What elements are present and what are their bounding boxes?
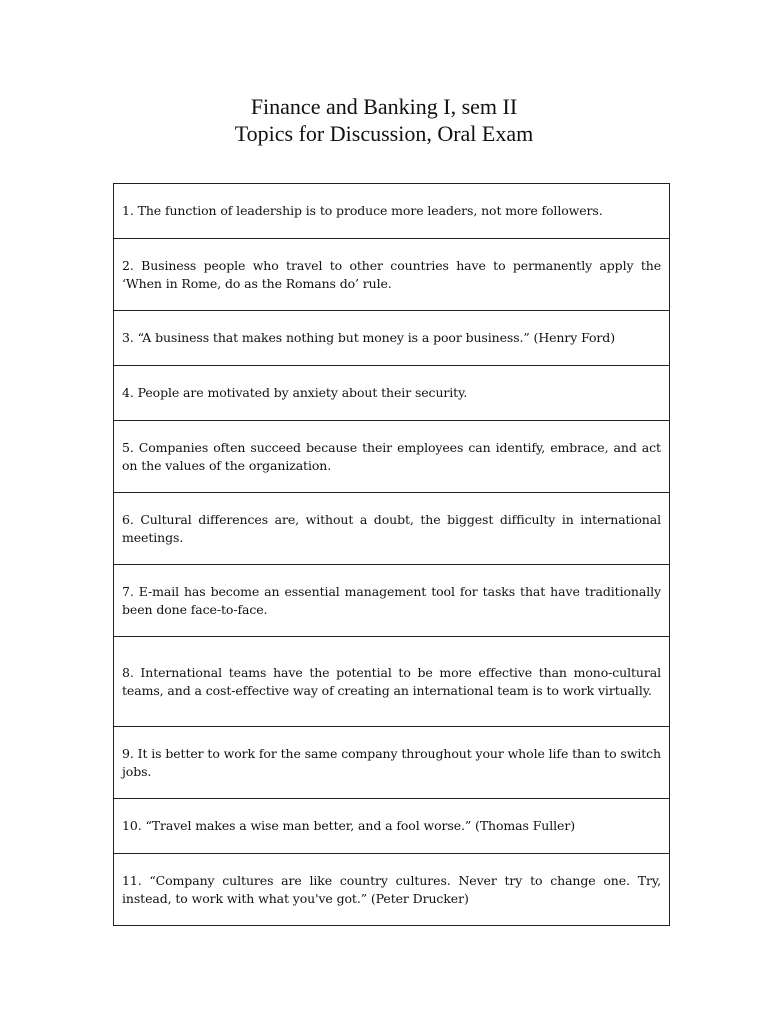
topic-cell: 8. International teams have the potential to be more effective than mono-cultural teams, and a cost-effective way of creating an international team is to work virtually. — [114, 637, 670, 727]
title-line-1: Finance and Banking I, sem II — [250, 94, 518, 119]
topic-cell: 9. It is better to work for the same company throughout your whole life than to switch jobs. — [114, 727, 670, 799]
table-row — [114, 854, 670, 926]
table-row — [114, 239, 670, 311]
table-row — [114, 311, 670, 366]
table-row — [114, 366, 670, 421]
page-title — [0, 93, 768, 147]
table-row — [114, 727, 670, 799]
topic-cell: 10. “Travel makes a wise man better, and a fool worse.” (Thomas Fuller) — [114, 799, 670, 854]
table-row — [114, 565, 670, 637]
topic-cell: 6. Cultural differences are, without a doubt, the biggest difficulty in international meetings. — [114, 493, 670, 565]
topic-cell: 1. The function of leadership is to produce more leaders, not more followers. — [114, 184, 670, 239]
topic-cell: 4. People are motivated by anxiety about their security. — [114, 366, 670, 421]
table-row — [114, 421, 670, 493]
topic-cell: 5. Companies often succeed because their employees can identify, embrace, and act on the values of the organization. — [114, 421, 670, 493]
table-row — [114, 637, 670, 727]
title-line-2: Topics for Discussion, Oral Exam — [234, 121, 534, 146]
table-row — [114, 184, 670, 239]
topic-cell: 7. E-mail has become an essential management tool for tasks that have traditionally been done face-to-face. — [114, 565, 670, 637]
topic-cell: 11. “Company cultures are like country cultures. Never try to change one. Try, instead, to work with what you've got.” (Peter Drucker) — [114, 854, 670, 926]
table-row — [114, 799, 670, 854]
table-row — [114, 493, 670, 565]
topic-cell: 3. “A business that makes nothing but money is a poor business.” (Henry Ford) — [114, 311, 670, 366]
topic-cell: 2. Business people who travel to other countries have to permanently apply the ‘When in Rome, do as the Romans do’ rule. — [114, 239, 670, 311]
topics-table — [113, 183, 670, 926]
